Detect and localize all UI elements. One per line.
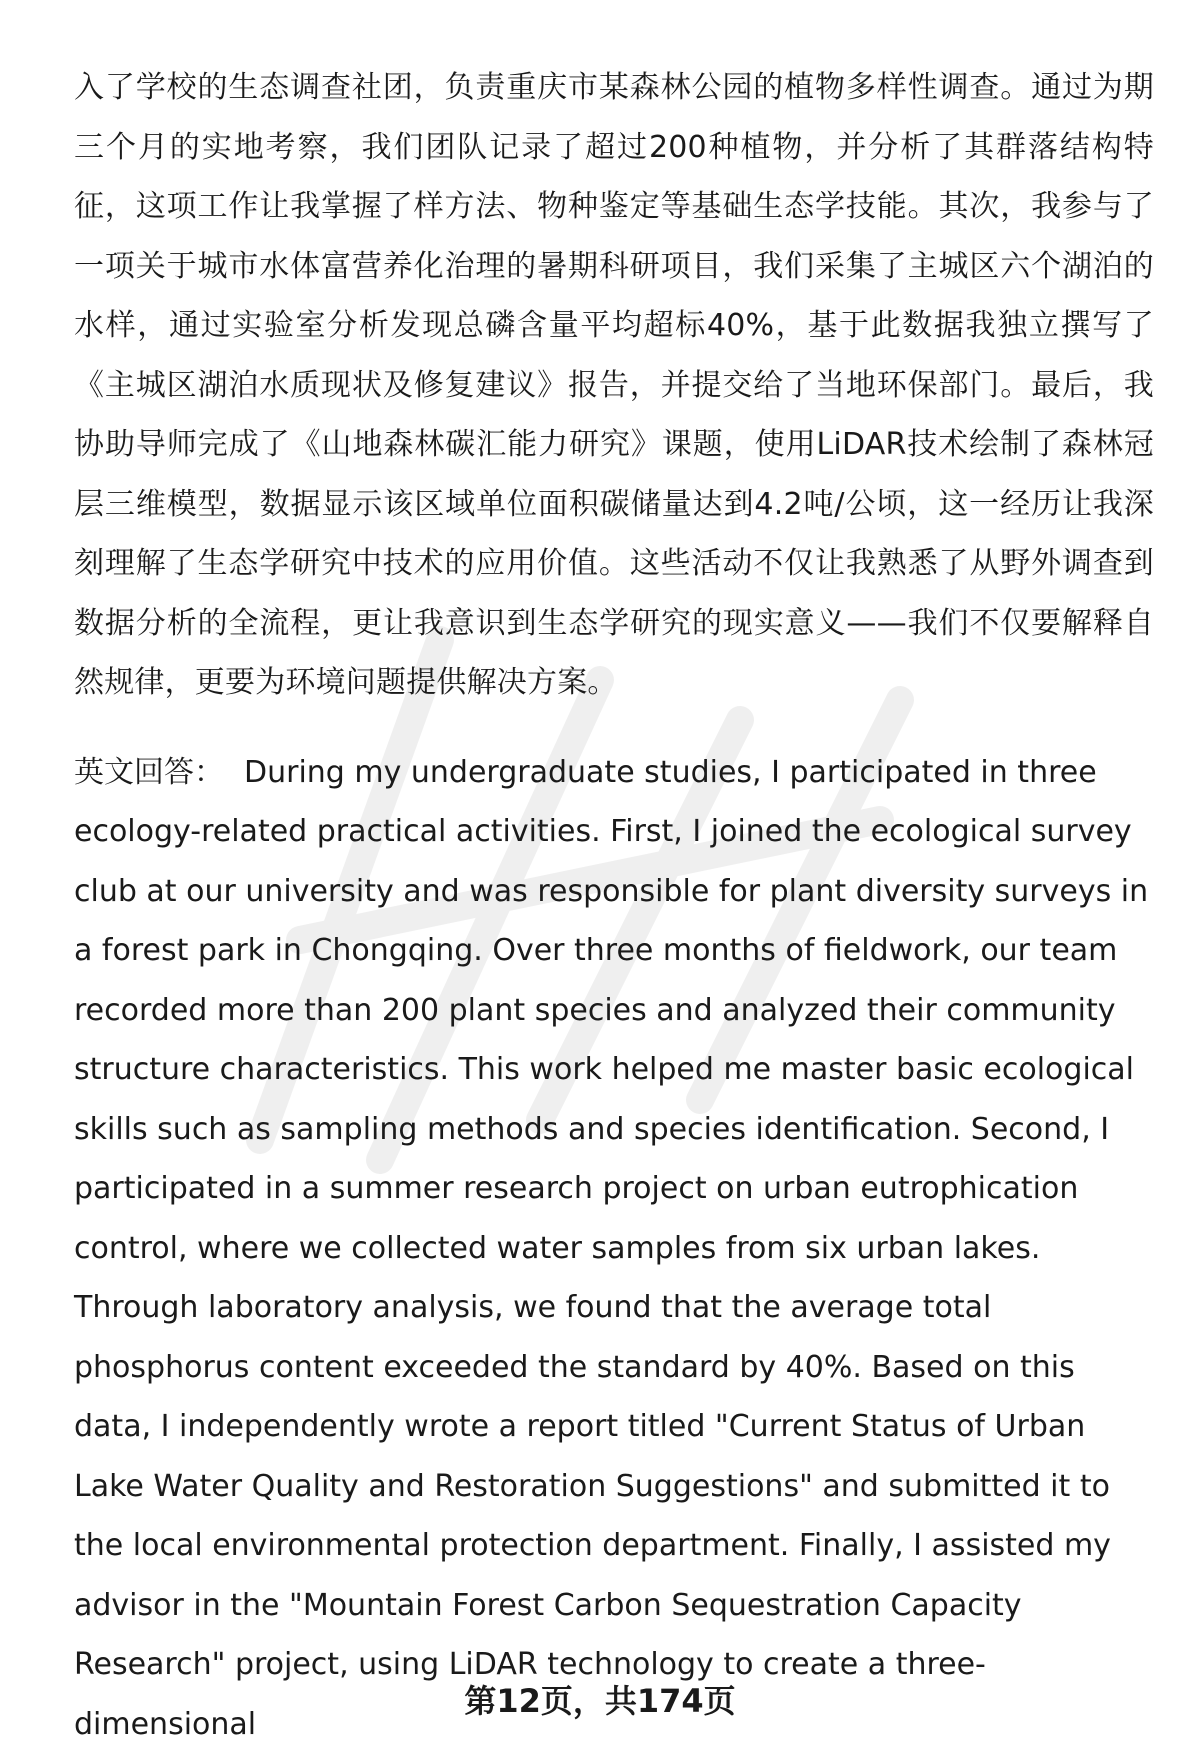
document-body (74, 58, 1154, 1754)
page-number: 第12页，共174页 (464, 1682, 736, 1720)
english-answer-text: During my undergraduate studies, I participated in three ecology-related practical activities. First, I joined the ecological survey club at our university and was responsible for plant diversity surveys in a forest park in Chongqing. Over three months of fieldwork, our team recorded more than 200 plant species and analyzed their community structure characteristics. This work helped me master basic ecological skills such as sampling methods and species identification. Second, I participated in a summer research project on urban eutrophication control, where we collected water samples from six urban lakes. Through laboratory analysis, we found that the average total phosphorus content exceeded the standard by 40%. Based on this data, I independently wrote a report titled "Current Status of Urban Lake Water Quality and Restoration Suggestions" and submitted it to the local environmental protection department. Finally, I assisted my advisor in the "Mountain Forest Carbon Sequestration Capacity Research" project, using LiDAR technology to create a three-dimensional (74, 754, 1149, 1742)
chinese-answer-paragraph: 入了学校的生态调查社团，负责重庆市某森林公园的植物多样性调查。通过为期三个月的实地考察，我们团队记录了超过200种植物，并分析了其群落结构特征，这项工作让我掌握了样方法、物种鉴定等基础生态学技能。其次，我参与了一项关于城市水体富营养化治理的暑期科研项目，我们采集了主城区六个湖泊的水样，通过实验室分析发现总磷含量平均超标40%，基于此数据我独立撰写了《主城区湖泊水质现状及修复建议》报告，并提交给了当地环保部门。最后，我协助导师完成了《山地森林碳汇能力研究》课题，使用LiDAR技术绘制了森林冠层三维模型，数据显示该区域单位面积碳储量达到4.2吨/公顷，这一经历让我深刻理解了生态学研究中技术的应用价值。这些活动不仅让我熟悉了从野外调查到数据分析的全流程，更让我意识到生态学研究的现实意义——我们不仅要解释自然规律，更要为环境问题提供解决方案。 (74, 70, 1154, 700)
english-answer-label: 英文回答： (74, 754, 224, 790)
english-answer-paragraph (74, 743, 1154, 1755)
